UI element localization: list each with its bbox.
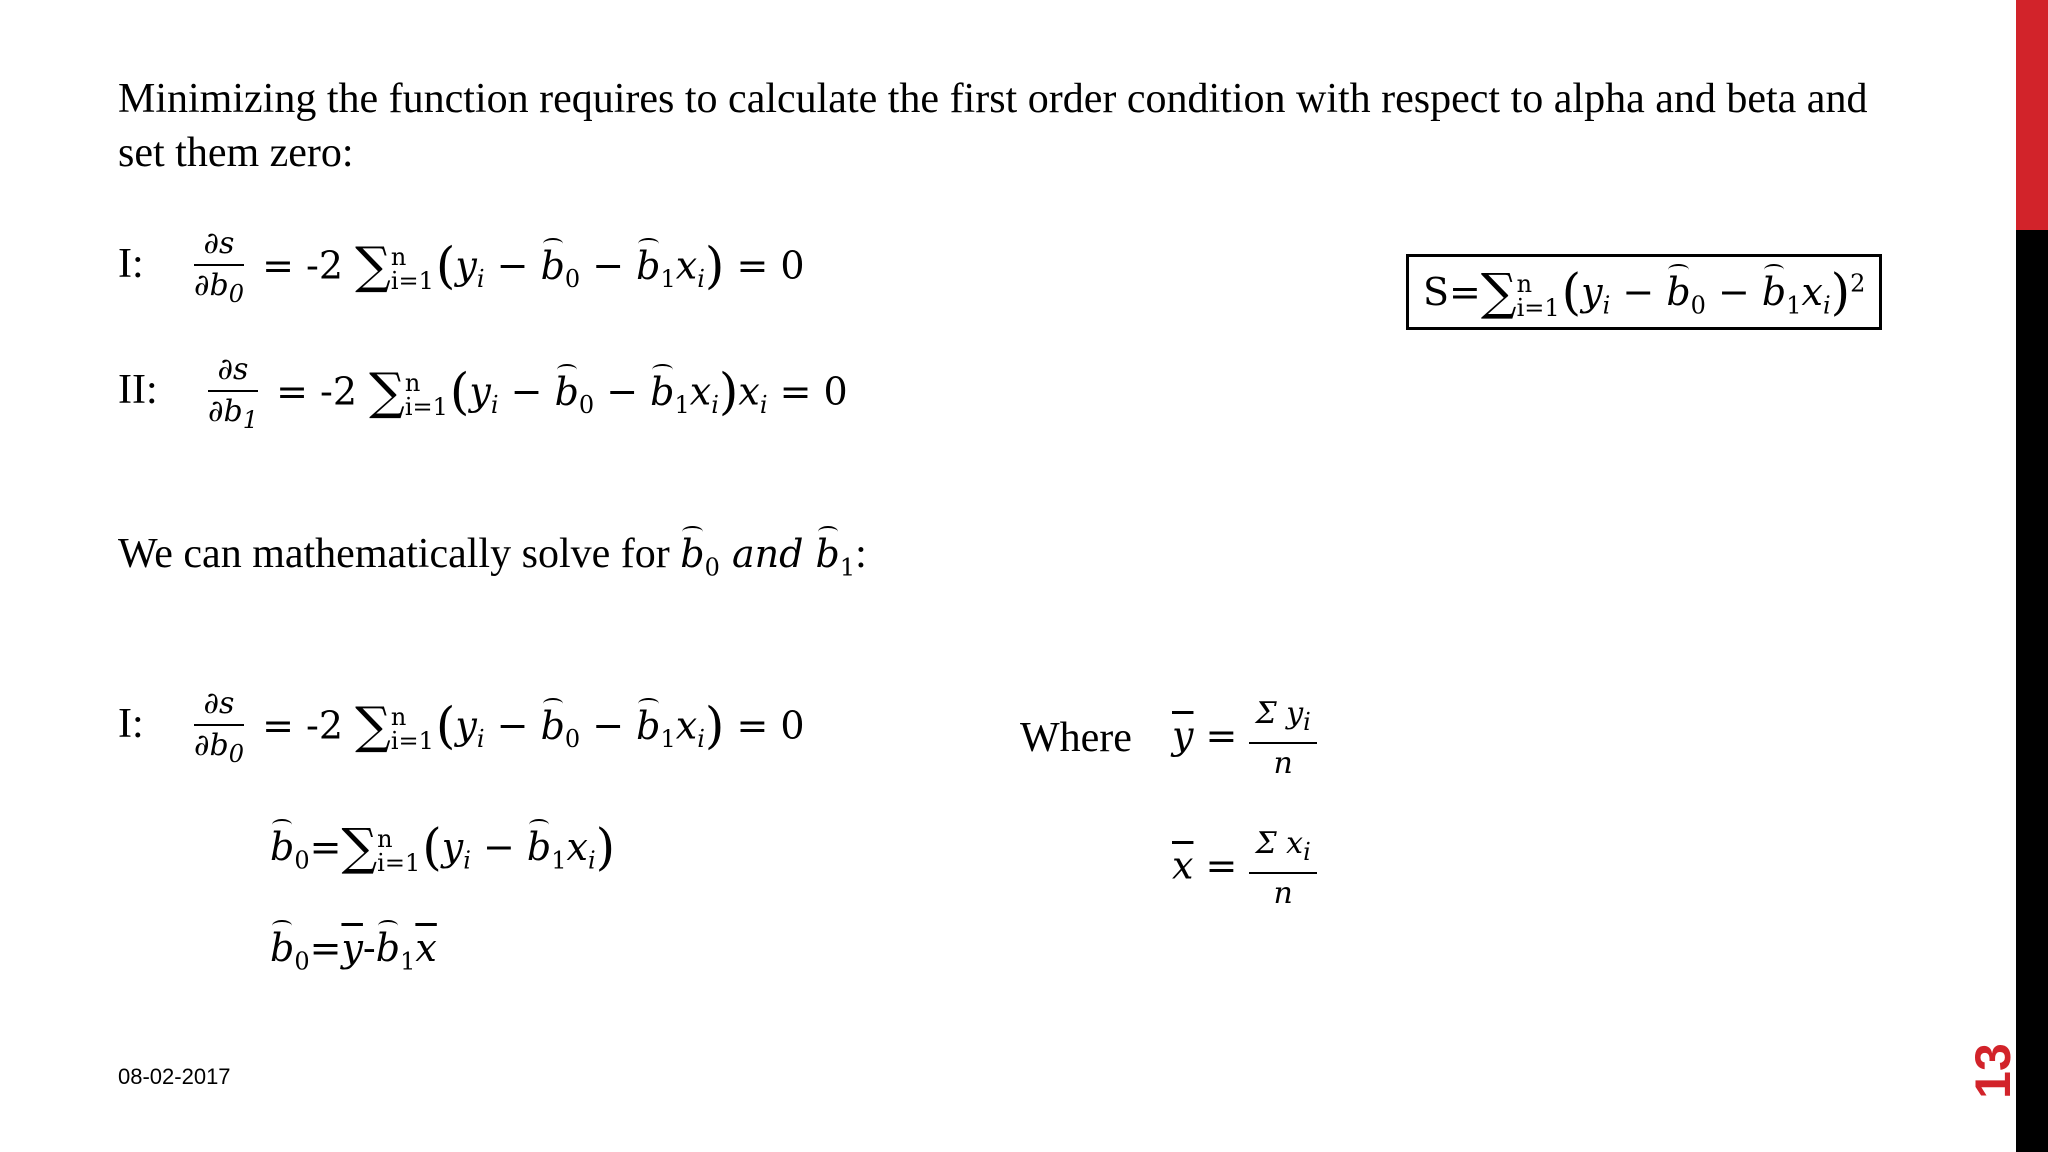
eq1-sum-sup: n [390,243,407,271]
sbox-sum-sub: i=1 [1516,293,1560,322]
sbox-power: 2 [1850,269,1866,298]
eq2-numerator: ∂s [208,352,258,392]
eq2-label: II: [118,367,158,413]
eq1-derivative [194,226,244,312]
sidebar-black-bar [2016,230,2048,1152]
eq3-derivative [194,686,244,772]
eq3-sum-sup: n [390,703,407,731]
eq1-tail: = 0 [736,243,805,288]
ybar-definition: $\overline{y}$ = $\frac{\Sigma y_i}{n}$ [1172,696,1323,782]
eq2-sum-sup: n [404,369,421,397]
eq2-den-sub: 1 [242,406,258,434]
eq2-sum-sub: i=1 [404,393,448,421]
solve-text: We can mathematically solve for [118,531,670,577]
slide-date: 08-02-2017 [118,1064,231,1089]
eq3-label: I: [118,701,144,747]
xbar-numerator: Σ x [1255,826,1304,861]
eq2-coef: = -2 [276,369,358,414]
sbox-sum-sup: n [1516,269,1533,298]
eq3-sum-sub: i=1 [390,727,434,755]
eq3-denominator: ∂b [194,728,229,763]
eq3-tail: = 0 [736,703,805,748]
where-label: Where [1020,715,1132,761]
b0-mean-equation: $b_0=\overline{y}-b_1\overline{x}$ [270,926,437,976]
sbox-lhs: S= [1423,270,1481,314]
xbar-definition: $\overline{x}$ = $\frac{\Sigma x_i}{n}$ [1172,826,1323,912]
sum-of-squares-box: S=∑ n i=1 $(y_i - b_0 - b_1x_i)^2$ [1406,254,1882,330]
xbar-denominator: n [1273,876,1293,911]
solve-line: We can mathematically solve for $b_0$ and $b_1$: [118,531,867,582]
eq1-sum-sub: i=1 [390,267,434,295]
eq2-formula: $\frac{\partial s}{\partial b_1}$ = -2 ∑ n i=1 $(y_i - b_0 - b_1x_i)x_i = 0$ [208,352,848,438]
ybar-numerator: Σ y [1255,696,1304,731]
accent-red-bar [2016,0,2048,230]
eq1-label: I: [118,241,144,287]
eq1-numerator: ∂s [194,226,244,266]
eq1-denominator: ∂b [194,268,229,303]
ybar-denominator: n [1273,746,1293,781]
eq2-denominator: ∂b [208,394,243,429]
eq3-coef: = -2 [262,703,344,748]
eq1-den-sub: 0 [228,280,244,308]
eq3-formula: $\frac{\partial s}{\partial b_0}$ = -2 ∑ n i=1 $(y_i - b_0 - b_1x_i) = 0$ [194,686,805,772]
eq2-derivative [208,352,258,438]
eq2-tail: = 0 [779,369,848,414]
solve-and: and [731,532,804,576]
eq3-den-sub: 0 [228,740,244,768]
eq1-formula: $\frac{\partial s}{\partial b_0}$ = -2 ∑ n i=1 $(y_i - b_0 - b_1x_i) = 0$ [194,226,805,312]
page-number: 13 [1965,1043,2021,1099]
eq1-coef: = -2 [262,243,344,288]
intro-paragraph: Minimizing the function requires to calculate the first order condition with respect to alpha and beta and set them zero: [118,76,1868,176]
b0-sum-equation: $b_0=\sum$ n i=1 $(y_i - b_1x_i)$ [270,818,616,877]
eq3-numerator: ∂s [194,686,244,726]
